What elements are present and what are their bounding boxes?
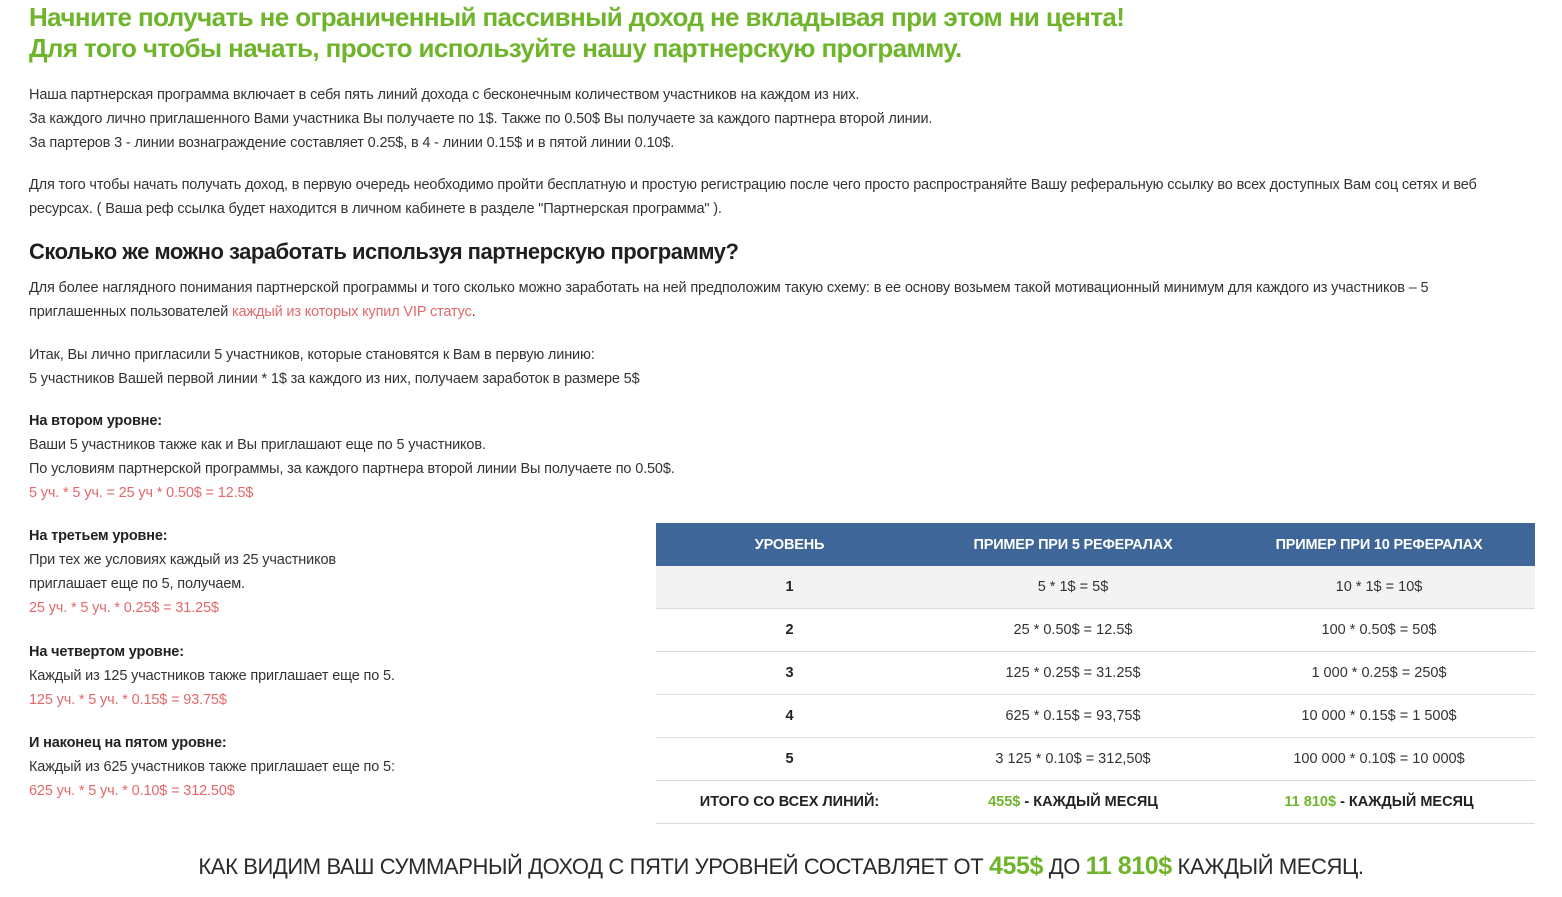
summary-middle: ДО (1042, 854, 1086, 879)
level-4-formula: 125 уч. * 5 уч. * 0.15$ = 93.75$ (29, 692, 227, 708)
table-header-row (656, 523, 1535, 566)
level-cell: 3 (656, 652, 923, 695)
level-2-line-1: Ваши 5 участников также как и Вы приглашают еще по 5 участников. (29, 437, 486, 453)
ten-referrals-cell: 10 000 * 0.15$ = 1 500$ (1223, 695, 1535, 738)
table-row (656, 609, 1535, 652)
summary-min-income: 455$ (988, 852, 1043, 880)
total-10-referrals (1223, 781, 1535, 824)
level-5-block (29, 731, 395, 803)
table-total-row (656, 781, 1535, 824)
level-4-block (29, 640, 395, 712)
first-level-line-2: 5 участников Вашей первой линии * 1$ за каждого из них, получаем заработок в размере 5$ (29, 371, 640, 387)
section-title: Сколько же можно заработать используя партнерскую программу? (29, 239, 739, 264)
five-referrals-cell: 5 * 1$ = 5$ (923, 566, 1223, 609)
hero-title (29, 2, 1124, 64)
table-row (656, 566, 1535, 609)
registration-line-2: ресурсах. ( Ваша реф ссылка будет находится в личном кабинете в разделе "Партнерская программа" ). (29, 201, 722, 217)
level-5-formula: 625 уч. * 5 уч. * 0.10$ = 312.50$ (29, 783, 235, 799)
column-header-level: УРОВЕНЬ (656, 523, 923, 566)
ten-referrals-cell: 100 000 * 0.10$ = 10 000$ (1223, 738, 1535, 781)
vip-status-highlight: каждый из которых купил VIP статус (232, 304, 472, 320)
intro-line-3: За партеров 3 - линии вознаграждение составляет 0.25$, в 4 - линии 0.15$ и в пятой линии 0.10$. (29, 135, 675, 151)
level-5-line-1: Каждый из 625 участников также приглашает еще по 5: (29, 759, 395, 775)
level-5-heading: И наконец на пятом уровне: (29, 735, 227, 751)
column-header-5-referrals: ПРИМЕР ПРИ 5 РЕФЕРАЛАХ (923, 523, 1223, 566)
summary-max-income: 11 810$ (1085, 852, 1172, 880)
intro-paragraph (29, 83, 932, 155)
registration-paragraph (29, 173, 1477, 221)
ten-referrals-cell: 100 * 0.50$ = 50$ (1223, 609, 1535, 652)
table-row (656, 652, 1535, 695)
example-line-2 (29, 300, 1428, 324)
summary-line (0, 848, 1562, 885)
example-line-2-prefix: приглашенных пользователей (29, 304, 233, 320)
level-cell: 1 (656, 566, 923, 609)
intro-line-1: Наша партнерская программа включает в себя пять линий дохода с бесконечным количеством участников на каждом из них. (29, 87, 860, 103)
five-referrals-cell: 125 * 0.25$ = 31.25$ (923, 652, 1223, 695)
first-level-paragraph (29, 343, 640, 391)
level-3-formula: 25 уч. * 5 уч. * 0.25$ = 31.25$ (29, 600, 219, 616)
five-referrals-cell: 25 * 0.50$ = 12.5$ (923, 609, 1223, 652)
ten-referrals-cell: 10 * 1$ = 10$ (1223, 566, 1535, 609)
first-level-line-1: Итак, Вы лично пригласили 5 участников, которые становятся к Вам в первую линию: (29, 347, 595, 363)
example-line-2-suffix: . (471, 304, 476, 320)
level-cell: 2 (656, 609, 923, 652)
level-3-heading: На третьем уровне: (29, 528, 168, 544)
level-4-line-1: Каждый из 125 участников также приглашает еще по 5. (29, 668, 395, 684)
table-row (656, 738, 1535, 781)
hero-title-line-2: Для того чтобы начать, просто используйте нашу партнерскую программу. (29, 33, 962, 63)
total-10-suffix: - КАЖДЫЙ МЕСЯЦ (1336, 794, 1474, 810)
column-header-10-referrals: ПРИМЕР ПРИ 10 РЕФЕРАЛАХ (1223, 523, 1535, 566)
level-2-block (29, 409, 675, 505)
level-3-line-2: приглашает еще по 5, получаем. (29, 576, 245, 592)
level-2-heading: На втором уровне: (29, 413, 162, 429)
total-10-value: 11 810$ (1284, 794, 1337, 810)
level-cell: 5 (656, 738, 923, 781)
five-referrals-cell: 625 * 0.15$ = 93,75$ (923, 695, 1223, 738)
income-table (656, 523, 1535, 824)
example-paragraph (29, 276, 1428, 324)
total-label: ИТОГО СО ВСЕХ ЛИНИЙ: (656, 781, 923, 824)
level-3-block (29, 524, 336, 620)
level-4-heading: На четвертом уровне: (29, 644, 184, 660)
registration-line-1: Для того чтобы начать получать доход, в первую очередь необходимо пройти бесплатную и простую регистрацию после чего просто распространяйте Вашу реферальную ссылку во всех доступных Вам соц сетях и веб (29, 177, 1477, 193)
total-5-suffix: - КАЖДЫЙ МЕСЯЦ (1020, 794, 1158, 810)
total-5-referrals (923, 781, 1223, 824)
five-referrals-cell: 3 125 * 0.10$ = 312,50$ (923, 738, 1223, 781)
hero-title-line-1: Начните получать не ограниченный пассивный доход не вкладывая при этом ни цента! (29, 2, 1125, 32)
example-line-1: Для более наглядного понимания партнерской программы и того сколько можно заработать на ней предположим такую схему: в ее основу возьмем такой мотивационный минимум для каждого из участников – 5 (29, 280, 1429, 296)
level-2-line-2: По условиям партнерской программы, за каждого партнера второй линии Вы получаете по 0.50$. (29, 461, 675, 477)
ten-referrals-cell: 1 000 * 0.25$ = 250$ (1223, 652, 1535, 695)
intro-line-2: За каждого лично приглашенного Вами участника Вы получаете по 1$. Также по 0.50$ Вы получаете за каждого партнера второй линии. (29, 111, 933, 127)
total-5-value: 455$ (988, 794, 1021, 810)
level-2-formula: 5 уч. * 5 уч. = 25 уч * 0.50$ = 12.5$ (29, 485, 254, 501)
level-3-line-1: При тех же условиях каждый из 25 участников (29, 552, 336, 568)
summary-suffix: КАЖДЫЙ МЕСЯЦ. (1171, 854, 1364, 879)
summary-prefix: КАК ВИДИМ ВАШ СУММАРНЫЙ ДОХОД С ПЯТИ УРОВНЕЙ СОСТАВЛЯЕТ ОТ (198, 854, 989, 879)
level-cell: 4 (656, 695, 923, 738)
table-row (656, 695, 1535, 738)
